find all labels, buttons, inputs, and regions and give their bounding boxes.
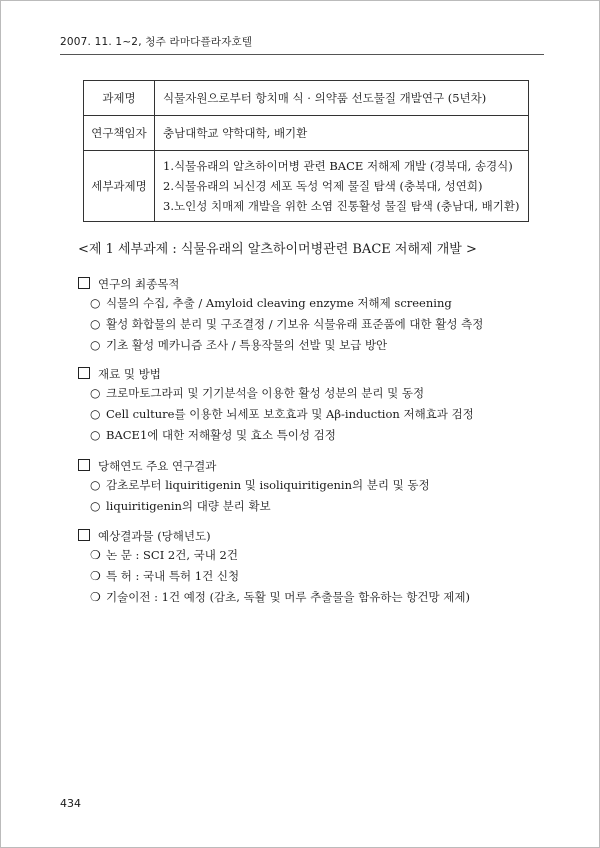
- subprojects-value: [155, 151, 529, 222]
- half-circle-bullet-icon: ❍: [90, 590, 101, 604]
- checkbox-icon: [78, 529, 90, 541]
- list-item: ❍ 기술이전 : 1건 예정 (감초, 독활 및 머루 추출물을 함유하는 항건망 제제): [78, 587, 470, 608]
- circle-bullet-icon: ○: [90, 317, 101, 331]
- list-item: ○ 식물의 수집, 추출 / Amyloid cleaving enzyme 저해제 screening: [78, 293, 483, 314]
- section-heading: 예상결과물 (당해년도): [78, 527, 470, 545]
- section-expected-outcomes: [78, 527, 470, 608]
- researcher-value: 충남대학교 약학대학, 배기환: [155, 116, 529, 151]
- half-circle-bullet-icon: ❍: [90, 548, 101, 562]
- table-row-researcher: [84, 116, 529, 151]
- checkbox-icon: [78, 367, 90, 379]
- summary-table: [83, 80, 529, 222]
- project-value: 식물자원으로부터 항치매 식 · 의약품 선도물질 개발연구 (5년차): [155, 81, 529, 116]
- circle-bullet-icon: ○: [90, 428, 101, 442]
- section-heading: 연구의 최종목적: [78, 275, 483, 293]
- list-item: ○ 기초 활성 메카니즘 조사 / 특용작물의 선발 및 보급 방안: [78, 335, 483, 356]
- section-title: <제 1 세부과제 : 식물유래의 알츠하이머병관련 BACE 저해제 개발 >: [78, 242, 477, 257]
- list-item: ○ 크로마토그라피 및 기기분석을 이용한 활성 성분의 분리 및 동정: [78, 383, 474, 404]
- header-rule: [60, 54, 544, 55]
- section-heading: 재료 및 방법: [78, 365, 474, 383]
- list-item: ○ liquiritigenin의 대량 분리 확보: [78, 496, 430, 517]
- table-row-project: [84, 81, 529, 116]
- section-heading: 당해연도 주요 연구결과: [78, 457, 430, 475]
- project-label: 과제명: [84, 81, 155, 116]
- subproject-2: 2.식물유래의 뇌신경 세포 독성 억제 물질 탐색 (충북대, 성연희): [163, 179, 483, 193]
- list-item: ○ BACE1에 대한 저해활성 및 효소 특이성 검정: [78, 425, 474, 446]
- circle-bullet-icon: ○: [90, 499, 101, 513]
- checkbox-icon: [78, 277, 90, 289]
- list-item: ○ 감초로부터 liquiritigenin 및 isoliquiritigenin의 분리 및 동정: [78, 475, 430, 496]
- circle-bullet-icon: ○: [90, 407, 101, 421]
- subproject-3: 3.노인성 치매제 개발을 위한 소염 진통활성 물질 탐색 (충남대, 배기환): [163, 199, 520, 213]
- section-final-goal: [78, 275, 483, 356]
- section-results: [78, 457, 430, 517]
- list-item: ○ 활성 화합물의 분리 및 구조결정 / 기보유 식물유래 표준품에 대한 활성 측정: [78, 314, 483, 335]
- researcher-label: 연구책임자: [84, 116, 155, 151]
- list-item: ❍ 논 문 : SCI 2건, 국내 2건: [78, 545, 470, 566]
- circle-bullet-icon: ○: [90, 296, 101, 310]
- list-item: ❍ 특 허 : 국내 특허 1건 신청: [78, 566, 470, 587]
- running-header: 2007. 11. 1~2, 청주 라마다플라자호텔: [60, 36, 253, 48]
- section-materials-methods: [78, 365, 474, 446]
- circle-bullet-icon: ○: [90, 478, 101, 492]
- checkbox-icon: [78, 459, 90, 471]
- table-row-subprojects: [84, 151, 529, 222]
- page-number: 434: [60, 797, 81, 810]
- subproject-1: 1.식물유래의 알츠하이머병 관련 BACE 저해제 개발 (경북대, 송경식): [163, 159, 513, 173]
- circle-bullet-icon: ○: [90, 386, 101, 400]
- half-circle-bullet-icon: ❍: [90, 569, 101, 583]
- list-item: ○ Cell culture를 이용한 뇌세포 보호효과 및 Aβ-induction 저해효과 검정: [78, 404, 474, 425]
- circle-bullet-icon: ○: [90, 338, 101, 352]
- subprojects-label: 세부과제명: [84, 151, 155, 222]
